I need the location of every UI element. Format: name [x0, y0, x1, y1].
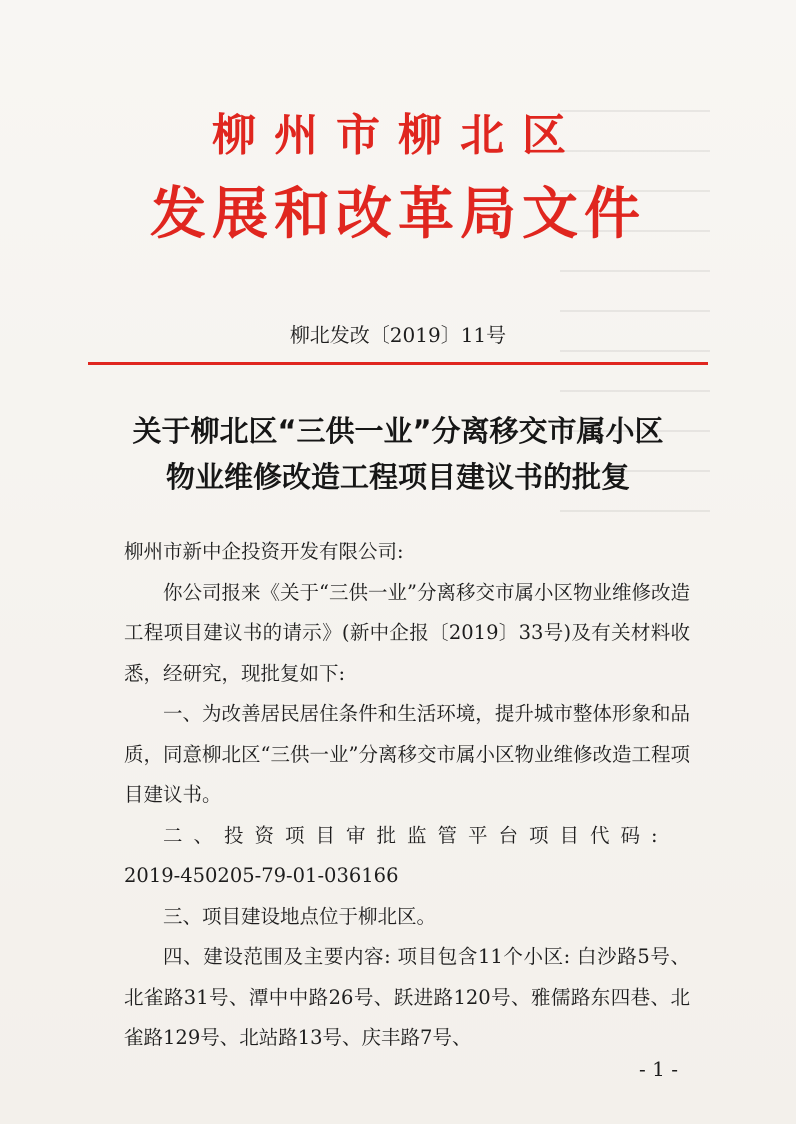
- document-number: 柳北发改〔2019〕11号: [289, 323, 507, 347]
- red-divider-line: [88, 362, 708, 365]
- project-code: 2019-450205-79-01-036166: [124, 864, 399, 887]
- title-line1: 关于柳北区“三供一业”分离移交市属小区: [132, 414, 664, 448]
- paragraph-item-1: 一、为改善居民居住条件和生活环境，提升城市整体形象和品质，同意柳北区“三供一业”分离移交市属小区物业维修改造工程项目建议书。: [124, 702, 690, 806]
- paragraph-item-2: 二、投资项目审批监管平台项目代码:: [163, 823, 669, 847]
- document-title: [80, 408, 716, 500]
- paragraph-item-3: 三、项目建设地点位于柳北区。: [163, 904, 437, 928]
- issuer-name-line2: 发展和改革局文件: [150, 182, 646, 247]
- issuer-name-line1: 柳州市柳北区: [212, 110, 584, 161]
- addressee: 柳州市新中企投资开发有限公司:: [124, 540, 404, 563]
- page-number: - 1 -: [639, 1057, 678, 1081]
- paragraph-request: 你公司报来《关于“三供一业”分离移交市属小区物业维修改造工程项目建议书的请示》(新中企报〔2019〕33号)及有关材料收悉，经研究，现批复如下:: [124, 580, 690, 685]
- title-line2: 物业维修改造工程项目建议书的批复: [165, 460, 630, 494]
- paragraph-item-4: 四、建设范围及主要内容: 项目包含11个小区: 白沙路5号、北雀路31号、潭中中路26号、跃进路120号、雅儒路东四巷、北雀路129号、北站路13号、庆丰路7号、: [124, 945, 690, 1049]
- document-body: [124, 532, 690, 1059]
